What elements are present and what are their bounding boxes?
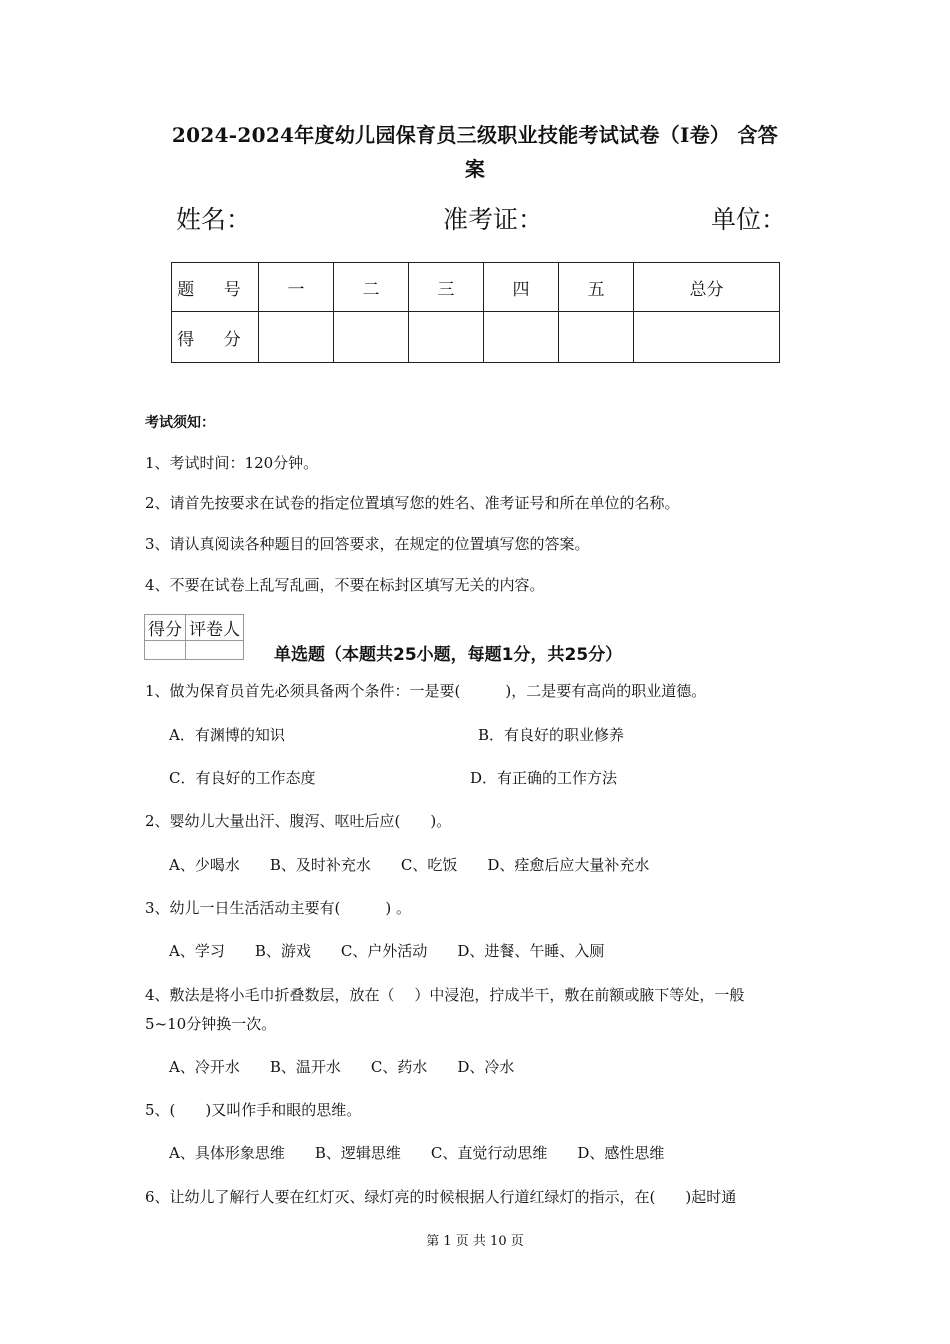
score-cell[interactable] [559, 312, 634, 363]
score-cell[interactable] [484, 312, 559, 363]
grader-table [144, 614, 244, 660]
question-6: 6、让幼儿了解行人要在红灯灭、绿灯亮的时候根据人行道红绿灯的指示，在( )起时通 [145, 1188, 737, 1206]
section-title: 单选题（本题共25小题，每题1分，共25分） [274, 645, 623, 665]
q1-option-b: B．有良好的职业修养 [478, 726, 625, 744]
title-line-2: 案 [464, 157, 486, 181]
grader-name-label: 评卷人 [186, 615, 244, 641]
header-cell: 四 [484, 263, 559, 312]
name-field-label: 姓名： [176, 205, 252, 234]
question-4-cont: 5~10分钟换一次。 [145, 1015, 277, 1033]
page-footer: 第 1 页 共 10 页 [426, 1234, 524, 1249]
unit-field-label: 单位： [711, 205, 787, 234]
score-cell-total[interactable] [634, 312, 780, 363]
notice-item: 3、请认真阅读各种题目的回答要求，在规定的位置填写您的答案。 [145, 535, 590, 553]
q5-options: A、具体形象思维 B、逻辑思维 C、直觉行动思维 D、感性思维 [169, 1144, 665, 1162]
q4-options: A、冷开水 B、温开水 C、药水 D、冷水 [169, 1058, 515, 1076]
question-number-label: 题 号 [172, 263, 259, 312]
q2-options: A、少喝水 B、及时补充水 C、吃饭 D、痊愈后应大量补充水 [169, 856, 650, 874]
score-table-score-row [172, 312, 780, 363]
header-cell: 三 [409, 263, 484, 312]
grader-name-cell[interactable] [186, 641, 244, 660]
notice-item: 1、考试时间：120分钟。 [145, 454, 319, 472]
header-cell: 五 [559, 263, 634, 312]
score-table-header-row [172, 263, 780, 312]
q3-options: A、学习 B、游戏 C、户外活动 D、进餐、午睡、入厕 [169, 942, 605, 960]
header-cell: 二 [334, 263, 409, 312]
grader-score-cell[interactable] [145, 641, 186, 660]
score-table [171, 262, 780, 363]
notice-item: 2、请首先按要求在试卷的指定位置填写您的姓名、准考证号和所在单位的名称。 [145, 494, 680, 512]
question-4: 4、敷法是将小毛巾折叠数层，放在（ ）中浸泡，拧成半干，敷在前额或腋下等处，一般 [145, 986, 745, 1004]
score-cell[interactable] [409, 312, 484, 363]
question-3: 3、幼儿一日生活活动主要有( ) 。 [145, 899, 412, 917]
header-cell-total: 总分 [634, 263, 780, 312]
exam-number-field-label: 准考证： [443, 205, 544, 234]
q1-option-c: C．有良好的工作态度 [169, 769, 316, 787]
candidate-fields [0, 200, 950, 240]
q1-option-d: D．有正确的工作方法 [470, 769, 618, 787]
score-cell[interactable] [334, 312, 409, 363]
question-1: 1、做为保育员首先必须具备两个条件：一是要( )，二是要有高尚的职业道德。 [145, 682, 707, 700]
notice-title: 考试须知： [145, 415, 215, 431]
score-label: 得 分 [172, 312, 259, 363]
exam-title [120, 118, 830, 186]
question-2: 2、婴幼儿大量出汗、腹泻、呕吐后应( )。 [145, 812, 452, 830]
q1-option-a: A．有渊博的知识 [169, 726, 285, 744]
title-line-1: 2024-2024年度幼儿园保育员三级职业技能考试试卷（I卷） 含答 [171, 123, 779, 147]
score-cell[interactable] [259, 312, 334, 363]
grader-score-label: 得分 [145, 615, 186, 641]
notice-item: 4、不要在试卷上乱写乱画，不要在标封区填写无关的内容。 [145, 576, 545, 594]
question-5: 5、( )又叫作手和眼的思维。 [145, 1101, 362, 1119]
header-cell: 一 [259, 263, 334, 312]
